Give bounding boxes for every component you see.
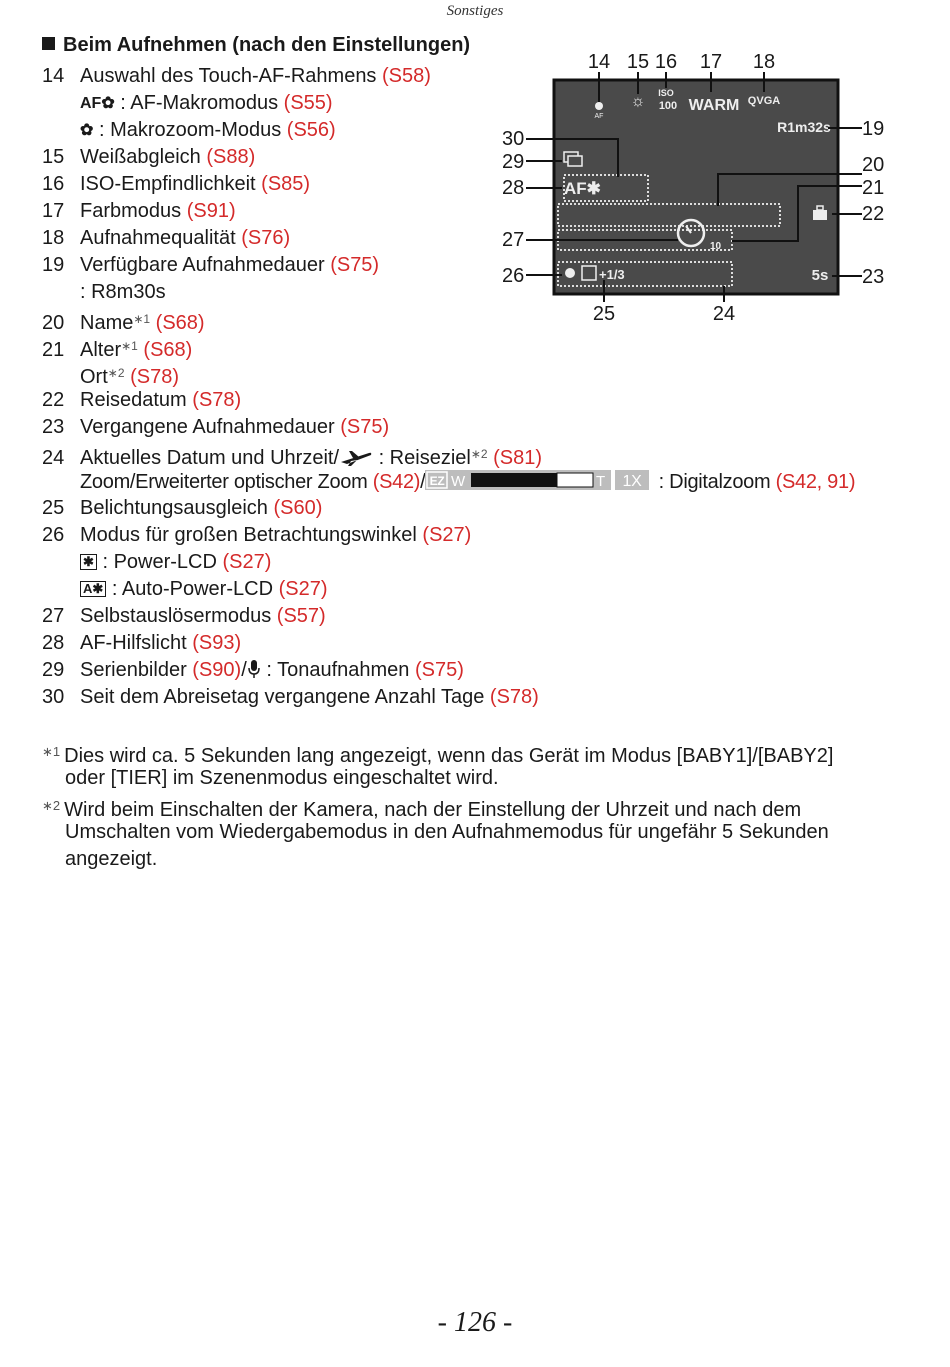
callout-25: 25 (592, 303, 616, 325)
svg-text:1X: 1X (622, 473, 642, 490)
list-sub-item: Ort$^{∗2}$ (S78) (80, 366, 179, 388)
callout-14: 14 (587, 51, 611, 73)
macro-zoom-icon: ✿ (80, 122, 94, 139)
list-sub-item: A✱ : Auto-Power-LCD (S27) (80, 577, 327, 601)
list-item: 19 Verfügbare Aufnahmedauer (S75) (42, 254, 380, 276)
list-item: 24 Aktuelles Datum und Uhrzeit/ : Reiseziel$^{∗2}$ (S81) (42, 447, 543, 469)
callout-24: 24 (712, 303, 736, 325)
svg-text:10: 10 (710, 241, 722, 252)
svg-text:EZ: EZ (430, 474, 445, 488)
square-bullet-icon (42, 37, 55, 50)
callout-19: 19 (862, 118, 885, 140)
callout-20: 20 (862, 154, 885, 176)
page-header: Sonstiges (446, 3, 504, 19)
footnote: $^{∗2}$ Wird beim Einschalten der Kamera, nach der Einstellung der Uhrzeit und nach dem (42, 798, 802, 821)
list-item: 16 ISO-Empfindlichkeit (S85) (42, 173, 311, 195)
svg-text:R1m32s: R1m32s (777, 119, 831, 135)
list-item: 18 Aufnahmequalität (S76) (42, 227, 291, 249)
svg-text:ISO: ISO (658, 88, 674, 98)
svg-text:WARM: WARM (688, 97, 740, 114)
svg-text:AF✱: AF✱ (564, 179, 601, 198)
list-item: 22 Reisedatum (S78) (42, 389, 242, 411)
callout-18: 18 (752, 51, 776, 73)
callout-22: 22 (862, 203, 885, 225)
list-item: 29 Serienbilder (S90)/ : Tonaufnahmen (S75) (42, 659, 464, 681)
callout-23: 23 (862, 266, 885, 288)
section-title: Beim Aufnehmen (nach den Einstellungen) (42, 34, 470, 57)
footnote-continuation: oder [TIER] im Szenenmodus eingeschaltet wird. (65, 767, 499, 789)
zoom-line: Zoom/Erweiterter optischer Zoom (S42)/ EZ W T 1X : Digitalzoom (S42, 91) (80, 471, 856, 493)
list-item: 20 Name$^{∗1}$ (S68) (42, 312, 205, 334)
wide-angle-icon (565, 268, 575, 278)
callout-15: 15 (626, 51, 650, 73)
footnote-continuation: angezeigt. (65, 848, 158, 870)
svg-text:+1/3: +1/3 (599, 267, 625, 282)
airplane-icon (339, 449, 373, 467)
svg-text:AF: AF (594, 113, 604, 120)
callout-16: 16 (654, 51, 678, 73)
zoom-bar-icon (425, 469, 653, 491)
svg-text:T: T (596, 473, 606, 490)
list-item: 25 Belichtungsausgleich (S60) (42, 497, 323, 519)
list-item: 17 Farbmodus (S91) (42, 200, 236, 222)
list-item: 27 Selbstauslösermodus (S57) (42, 605, 326, 627)
svg-text:QVGA: QVGA (747, 95, 781, 107)
page-number: - 126 - (437, 1307, 513, 1338)
svg-text:W: W (451, 473, 466, 490)
list-sub-item: ✱ : Power-LCD (S27) (80, 550, 271, 574)
list-item: 14 Auswahl des Touch-AF-Rahmens (S58) (42, 65, 431, 87)
callout-29: 29 (502, 151, 525, 173)
footnote: $^{∗1}$ Dies wird ca. 5 Sekunden lang angezeigt, wenn das Gerät im Modus [BABY1]/[BABY2] (42, 744, 834, 767)
list-item: 15 Weißabgleich (S88) (42, 146, 256, 168)
power-lcd-icon: ✱ (80, 554, 97, 570)
svg-text:100: 100 (658, 100, 678, 112)
af-macro-icon: AF✿ (80, 95, 115, 112)
callout-21: 21 (862, 177, 885, 199)
svg-text:5s: 5s (811, 267, 829, 284)
callout-27: 27 (502, 229, 525, 251)
callout-26: 26 (502, 265, 525, 287)
lcd-diagram (498, 44, 898, 344)
list-item: 26 Modus für großen Betrachtungswinkel (S27) (42, 524, 472, 546)
list-sub-item: ✿ : Makrozoom-Modus (S56) (80, 119, 336, 141)
callout-17: 17 (699, 51, 723, 73)
white-balance-icon: ☼ (630, 93, 646, 110)
list-item: 30 Seit dem Abreisetag vergangene Anzahl Tage (S78) (42, 686, 539, 708)
list-sub-item: AF✿ : AF-Makromodus (S55) (80, 92, 333, 114)
duration-value: : R8m30s (80, 281, 166, 303)
microphone-icon (247, 659, 261, 679)
footnote-continuation: Umschalten vom Wiedergabemodus in den Aufnahmemodus für ungefähr 5 Sekunden (65, 821, 829, 843)
callout-30: 30 (502, 128, 525, 150)
auto-power-lcd-icon: A✱ (80, 581, 106, 597)
list-item: 21 Alter$^{∗1}$ (S68) (42, 339, 193, 361)
callout-28: 28 (502, 177, 525, 199)
list-item: 28 AF-Hilfslicht (S93) (42, 632, 242, 654)
list-item: 23 Vergangene Aufnahmedauer (S75) (42, 416, 390, 438)
